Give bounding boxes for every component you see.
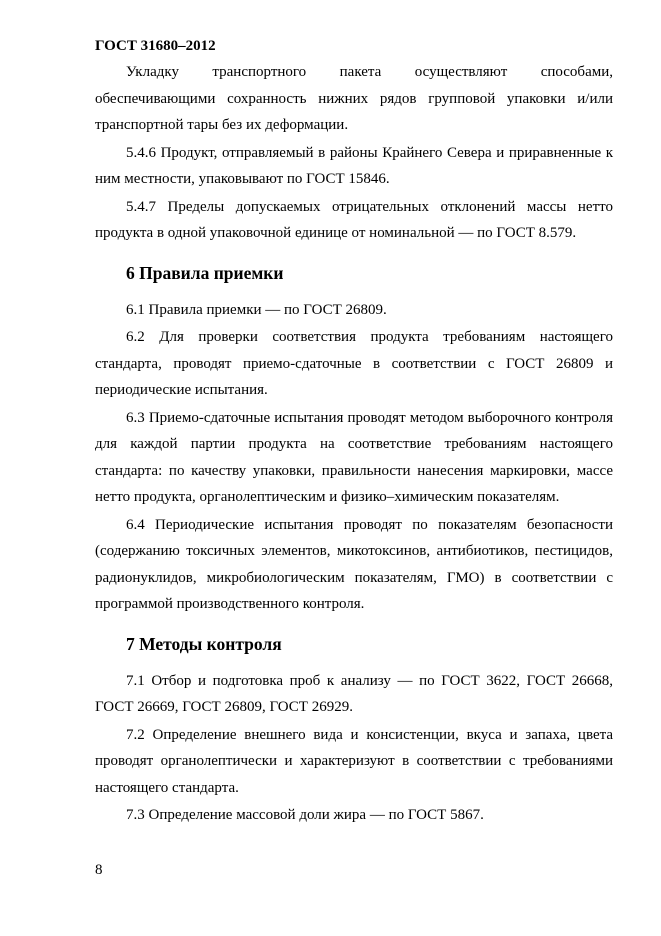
paragraph-5-4-7: 5.4.7 Пределы допускаемых отрицательных отклонений массы нетто продукта в одной упаковочной единице от номинальной — по ГОСТ 8.579. (95, 198, 613, 241)
section-6-heading: 6 Правила приемки (126, 262, 284, 283)
section-7-heading: 7 Методы контроля (126, 633, 282, 654)
document-body (95, 59, 613, 829)
paragraph-packing: Укладку транспортного пакета осуществляют способами, обеспечивающими сохранность нижних рядов групповой упаковки и/или транспортной тары без их деформации. (95, 64, 613, 133)
paragraph-7-3: 7.3 Определение массовой доли жира — по ГОСТ 5867. (126, 807, 484, 823)
document-header: ГОСТ 31680–2012 (95, 38, 216, 54)
paragraph-6-4: 6.4 Периодические испытания проводят по показателям безопасности (содержанию токсичных элементов, микотоксинов, антибиотиков, пестицидов, радионуклидов, микробиологическим показателям, ГМО) в соответствии с программой производственного контроля. (95, 516, 613, 612)
paragraph-7-2: 7.2 Определение внешнего вида и консистенции, вкуса и запаха, цвета проводят органолептически и характеризуют в соответствии с требованиями настоящего стандарта. (95, 726, 613, 796)
paragraph-6-2: 6.2 Для проверки соответствия продукта требованиям настоящего стандарта, проводят приемо-сдаточные в соответствии с ГОСТ 26809 и периодические испытания. (95, 329, 613, 398)
paragraph-7-1: 7.1 Отбор и подготовка проб к анализу — по ГОСТ 3622, ГОСТ 26668, ГОСТ 26669, ГОСТ 26809, ГОСТ 26929. (95, 672, 613, 715)
paragraph-5-4-6: 5.4.6 Продукт, отправляемый в районы Крайнего Севера и приравненные к ним местности, упаковывают по ГОСТ 15846. (95, 144, 613, 187)
page-number: 8 (95, 862, 103, 878)
paragraph-6-1: 6.1 Правила приемки — по ГОСТ 26809. (126, 301, 387, 318)
paragraph-6-3: 6.3 Приемо-сдаточные испытания проводят методом выборочного контроля для каждой партии продукта на соответствие требованиям настоящего стандарта: по качеству упаковки, правильности нанесения маркировки, массе нетто продукта, органолептическим и физико–химическим показателям. (95, 409, 613, 505)
